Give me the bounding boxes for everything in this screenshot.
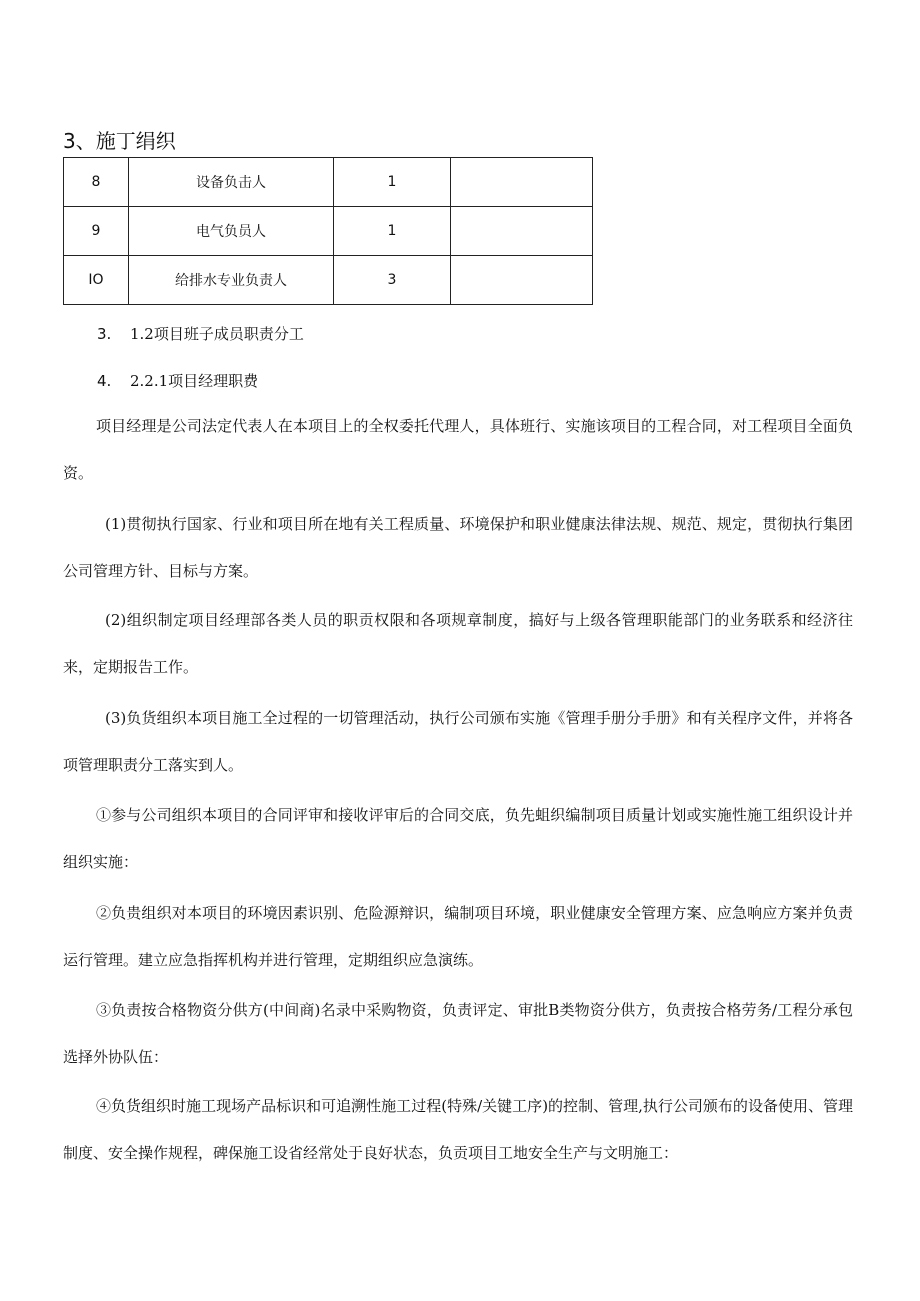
section-heading: 3、施丁绢织	[63, 129, 176, 153]
paragraph-circled-4: ④负货组织时施工现场产品标识和可追溯性施工过程(特殊/关键工序)的控制、管理,执行公司颁布的设备使用、管理制度、安全操作规程，碑保施工设省经常处于良好状态，负贡项目工地安全生产与文明施工：	[63, 1097, 853, 1162]
role-cell: 设备负击人	[129, 158, 334, 207]
paragraph-circled-3: ③负责按合格物资分供方(中间商)名录中采购物资，负责评定、审批B类物资分供方，负责按合格劳务/工程分承包选择外协队伍：	[63, 1001, 853, 1066]
table-row	[64, 158, 593, 207]
paragraph-intro: 项目经理是公司法定代表人在本项目上的全权委托代理人，具体班行、实施该项目的工程合同，对工程项目全面负资。	[63, 417, 853, 482]
row-number: 9	[64, 207, 129, 256]
role-cell: 给排水专业负责人	[129, 256, 334, 305]
note-cell	[451, 256, 593, 305]
count-cell: 1	[334, 207, 451, 256]
paragraph-circled-1: ①参与公司组织本项目的合同评审和接收评审后的合同交底，负先蛆织编制项目质量计划或实施性施工组织设计并组织实施：	[63, 806, 853, 871]
note-cell	[451, 207, 593, 256]
note-cell	[451, 158, 593, 207]
subheading-text: 2.2.1项目经理职费	[130, 372, 259, 390]
subheading-manager-duties	[97, 370, 258, 392]
paragraph-item-2: (2)组织制定项目经理部各类人员的职贡权限和各项规章制度，搞好与上级各管理职能部门的业务联系和经济往来，定期报告工作。	[63, 611, 853, 676]
role-cell: 电气负员人	[129, 207, 334, 256]
subheading-text: 1.2项目班子成员职责分工	[130, 325, 304, 343]
subheading-number: 3.	[97, 325, 112, 343]
subheading-number: 4.	[97, 372, 112, 390]
staff-table	[63, 157, 593, 305]
row-number: 8	[64, 158, 129, 207]
paragraph-item-3: (3)负货组织本项目施工全过程的一切管理活动，执行公司颁布实施《管理手册分手册》和有关程序文件，并将各项管理职责分工落实到人。	[63, 709, 853, 774]
row-number: IO	[64, 256, 129, 305]
count-cell: 3	[334, 256, 451, 305]
paragraph-circled-2: ②负贵组织对本项目的环境因素识别、危险源辩识，编制项目环境，职业健康安全管理方案、应急响应方案并负责运行管理。建立应急指挥机构并进行管理，定期组织应急演练。	[63, 904, 853, 969]
subheading-duty-division	[97, 323, 304, 345]
table-row	[64, 256, 593, 305]
paragraph-item-1: (1)贯彻执行国家、行业和项目所在地有关工程质量、环境保护和职业健康法律法规、规范、规定，贯彻执行集团公司管理方针、目标与方案。	[63, 515, 853, 580]
table-row	[64, 207, 593, 256]
count-cell: 1	[334, 158, 451, 207]
